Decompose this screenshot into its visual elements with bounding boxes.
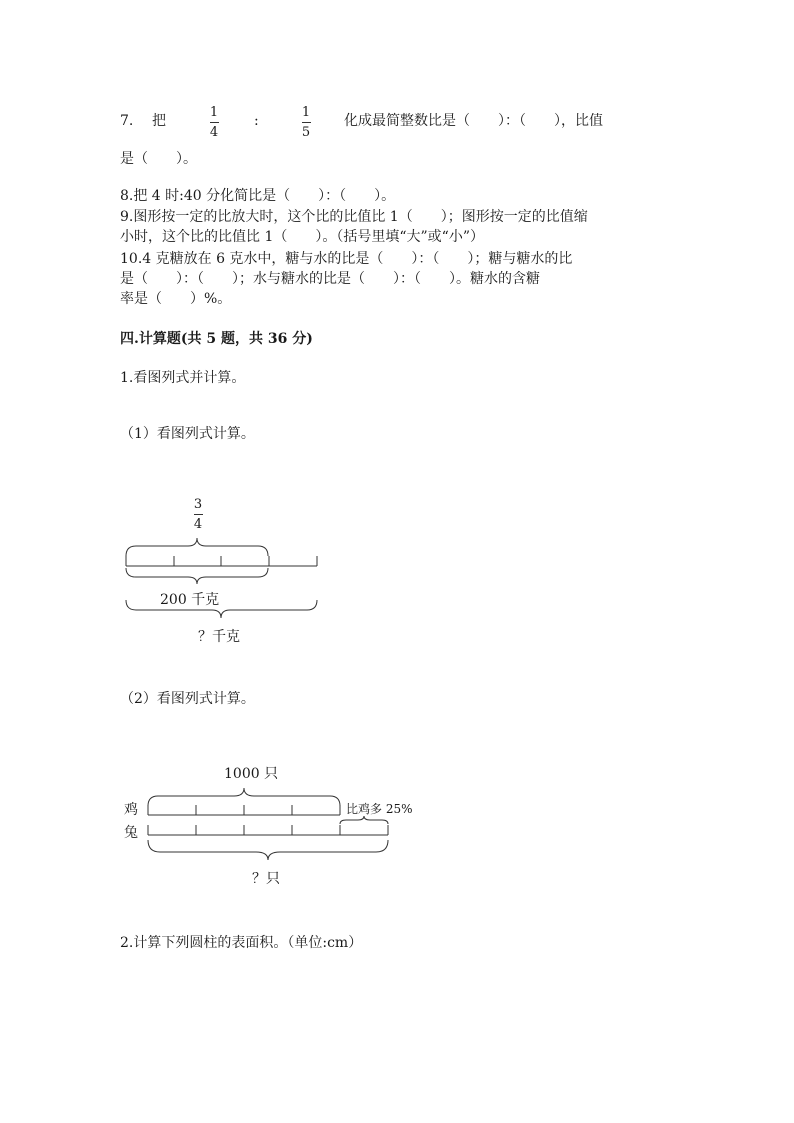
diagram2-label-question: ？只	[252, 871, 280, 887]
problem1-sub2-title: （2）看图列式计算。	[120, 691, 255, 707]
extra-brace	[340, 816, 388, 824]
q8-text: 8.把 4 时:40 分化简比是（ ）：（ ）。	[120, 188, 396, 204]
problem2-title: 2.计算下列圆柱的表面积。（单位:cm）	[120, 935, 363, 951]
diagram1-label-question: ？千克	[198, 629, 240, 645]
q7-ba: 把	[152, 113, 166, 129]
q7-text: 化成最简整数比是（ ）：（ ），比值	[344, 113, 603, 129]
diagram1-label-200: 200 千克	[160, 592, 220, 608]
q9-line2: 小时，这个比的比值比 1（ ）。（括号里填“大”或“小”）	[120, 229, 484, 245]
problem1-title: 1.看图列式并计算。	[120, 370, 246, 386]
diagram2-extra-label: 比鸡多 25%	[346, 802, 413, 816]
fraction-denominator: 4	[193, 517, 203, 532]
diagram2-row-rabbit: 兔	[124, 825, 138, 841]
top-brace	[148, 788, 340, 806]
fraction-numerator: 3	[193, 497, 203, 512]
q7-line2: 是（ ）。	[120, 151, 197, 167]
fraction-denominator: 4	[209, 125, 219, 140]
section-heading: 四.计算题(共 5 题，共 36 分)	[120, 331, 313, 347]
q10-line1: 10.4 克糖放在 6 克水中，糖与水的比是（ ）：（ ）；糖与糖水的比	[120, 251, 573, 267]
problem1-sub1-title: （1）看图列式计算。	[120, 426, 255, 442]
q7-number: 7.	[120, 113, 134, 129]
fraction-numerator: 1	[301, 105, 311, 120]
diagram2-row-chicken: 鸡	[124, 802, 138, 818]
q10-line2: 是（ ）：（ ）；水与糖水的比是（ ）：（ ）。糖水的含糖	[120, 271, 540, 287]
q7-colon: :	[254, 113, 259, 129]
fraction-denominator: 5	[301, 125, 311, 140]
q10-line3: 率是（ ）%。	[120, 291, 232, 307]
bottom-brace	[148, 840, 388, 860]
fraction-numerator: 1	[209, 105, 219, 120]
diagram2-label-1000: 1000 只	[224, 766, 279, 782]
q9-line1: 9.图形按一定的比放大时，这个比的比值比 1（ ）；图形按一定的比值缩	[120, 209, 588, 225]
